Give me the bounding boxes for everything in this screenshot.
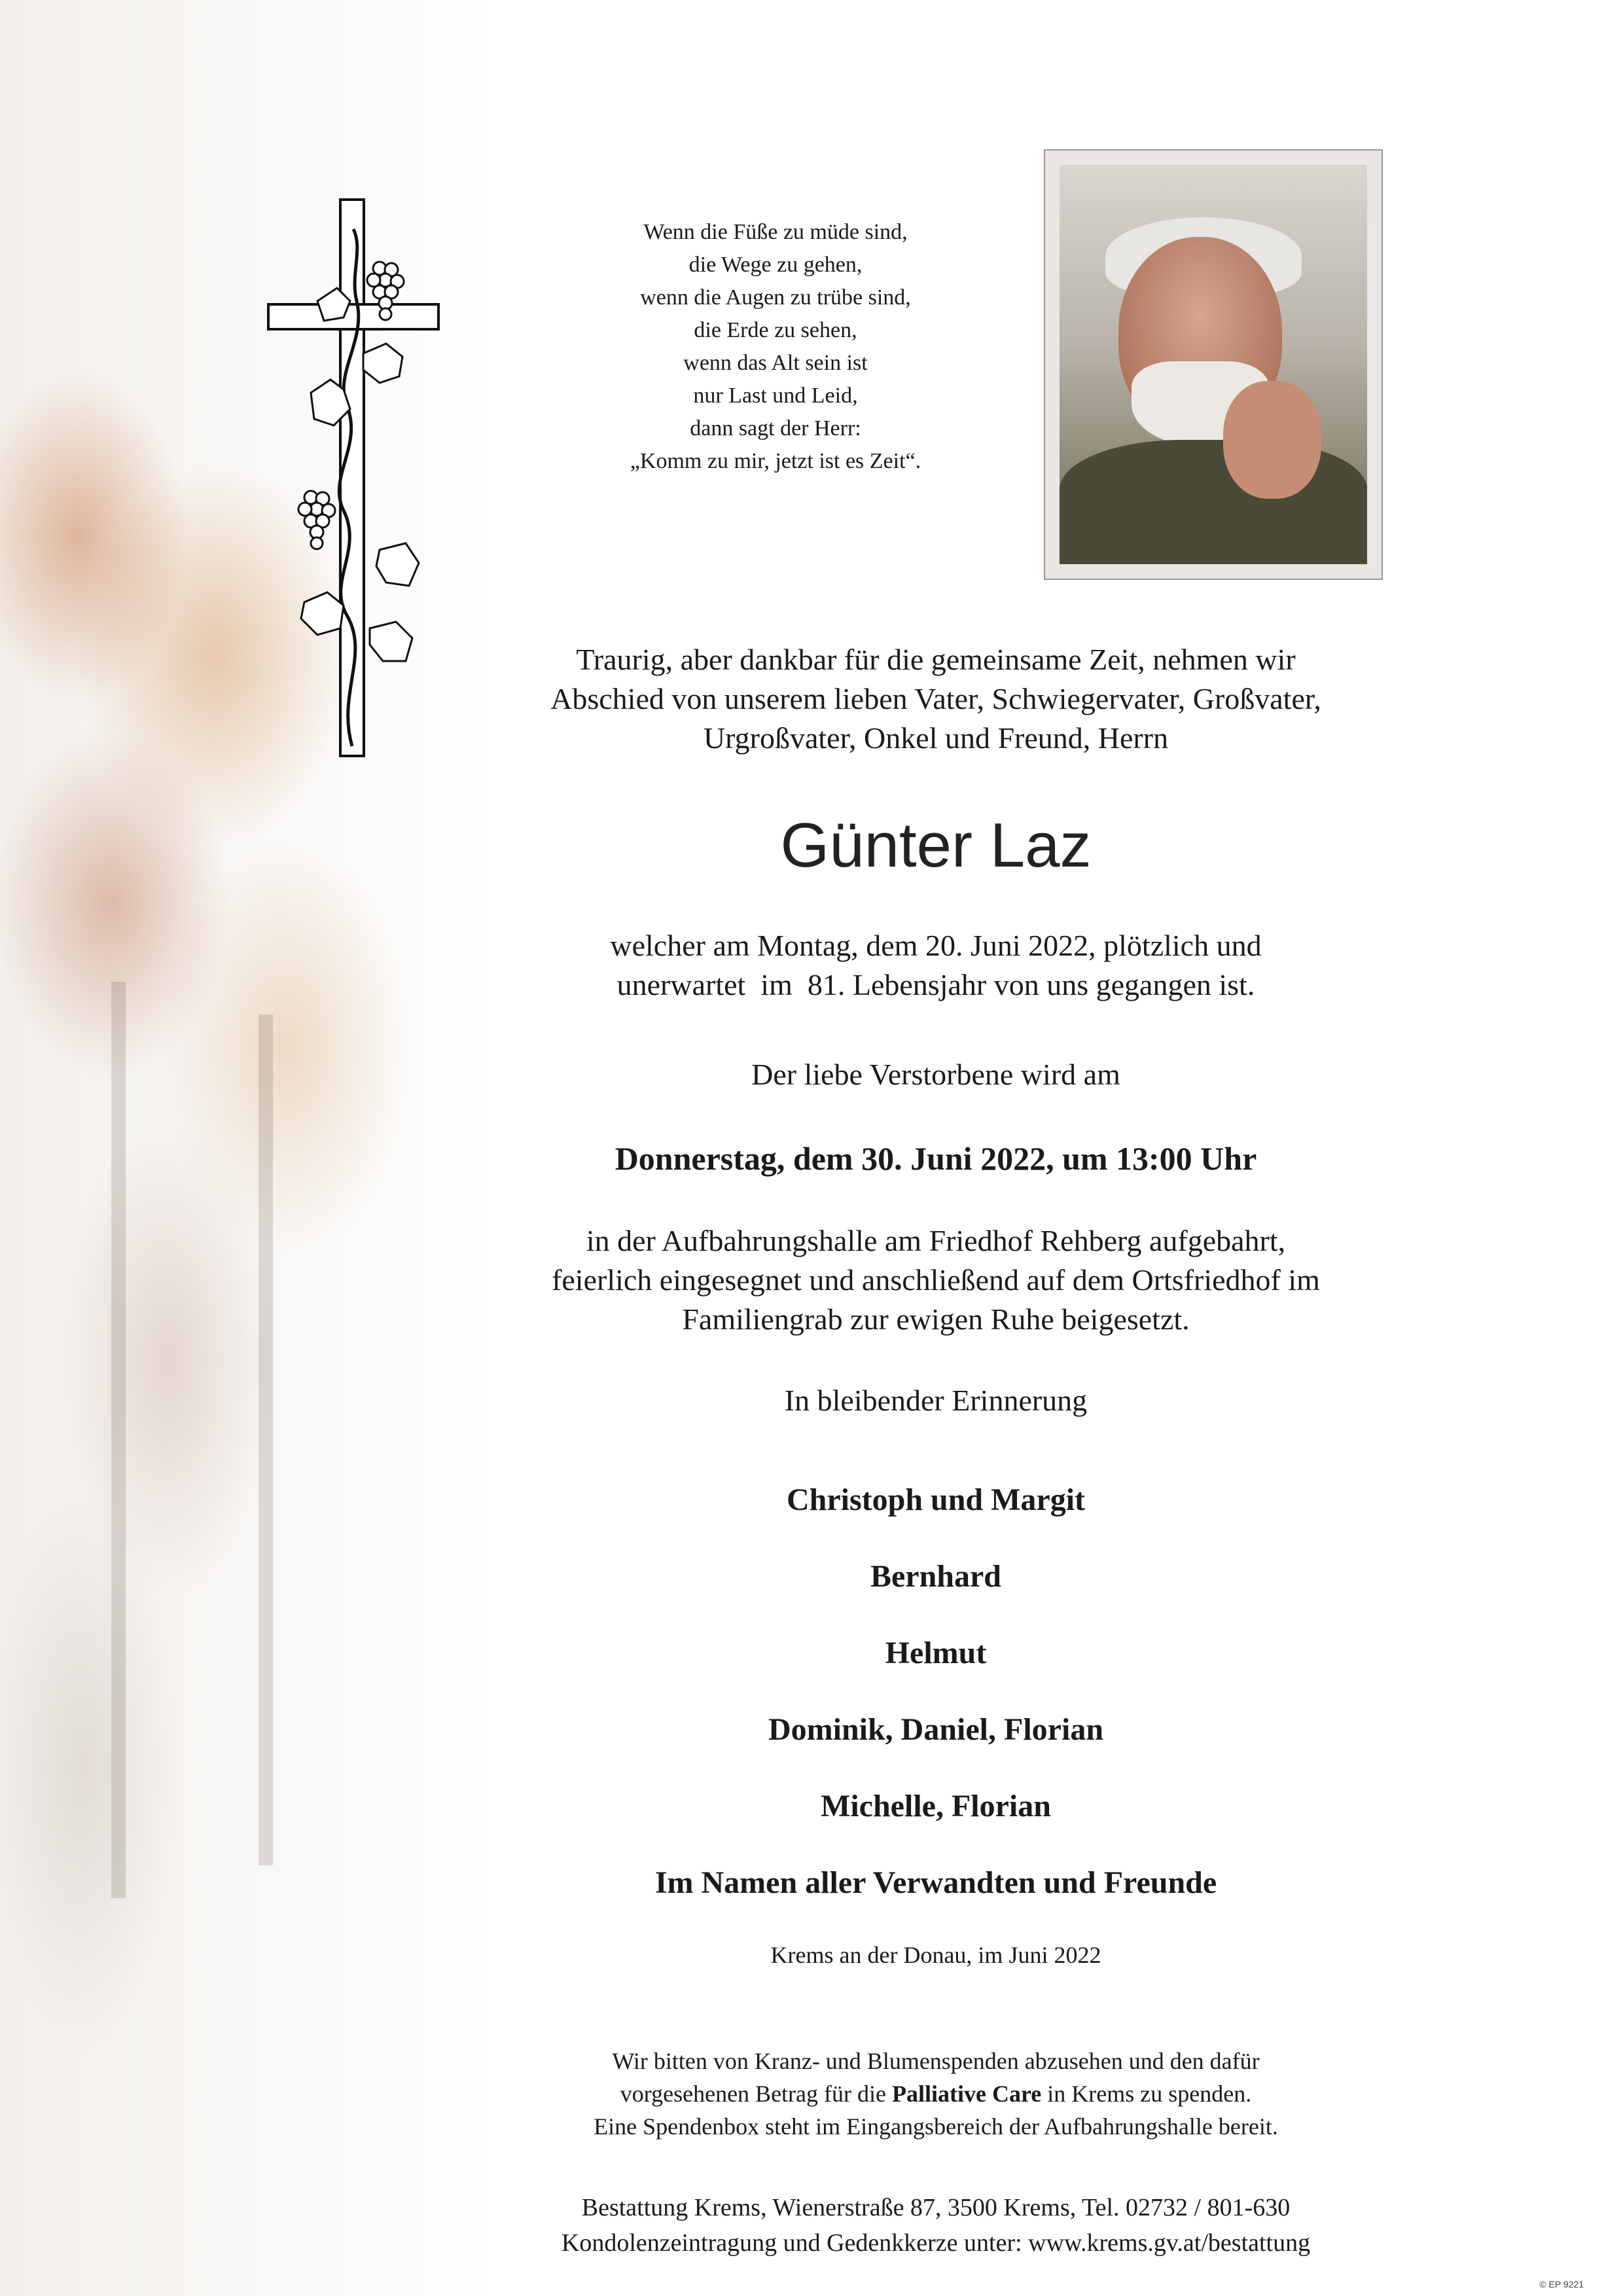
funeral-date: Donnerstag, dem 30. Juni 2022, um 13:00 Uhr [615, 1140, 1257, 1177]
donation-line: Eine Spendenbox steht im Eingangsbereich der Aufbahrungshalle bereit. [594, 2113, 1278, 2140]
ceremony-line: feierlich eingesegnet und anschließend auf dem Ortsfriedhof im [552, 1263, 1320, 1297]
family-member: Bernhard [870, 1559, 1001, 1594]
passing-line: unerwartet im 81. Lebensjahr von uns gegangen ist. [616, 968, 1255, 1001]
ceremony-line: in der Aufbahrungshalle am Friedhof Rehberg aufgebahrt, [586, 1224, 1286, 1257]
announcement-line: Der liebe Verstorbene wird am [751, 1058, 1120, 1091]
poem [527, 216, 1024, 478]
photo-shirt [1060, 440, 1367, 564]
cross-with-grapevine-icon [265, 196, 442, 759]
family-member: Michelle, Florian [821, 1789, 1051, 1823]
footer-website: Kondolenzeintragung und Gedenkkerze unter: www.krems.gv.at/bestattung [561, 2229, 1311, 2257]
palliative-care: Palliative Care [891, 2081, 1042, 2107]
passing-line: welcher am Montag, dem 20. Juni 2022, plötzlich und [610, 929, 1262, 962]
intro-line: Urgroßvater, Onkel und Freund, Herrn [703, 721, 1169, 755]
donation-note [458, 2045, 1414, 2143]
poem-line: wenn das Alt sein ist [683, 351, 868, 375]
intro-line: Traurig, aber dankbar für die gemeinsame Zeit, nehmen wir [576, 643, 1296, 676]
donation-text: in Krems zu spenden. [1041, 2081, 1252, 2107]
donation-line [458, 2077, 1414, 2110]
donation-text: vorgesehenen Betrag für die [620, 2081, 892, 2107]
intro-line: Abschied von unserem lieben Vater, Schwiegervater, Großvater, [550, 682, 1321, 715]
funeral-home-footer [458, 2190, 1414, 2261]
poem-line: die Erde zu sehen, [694, 318, 857, 342]
vine-stake [111, 982, 126, 1898]
family-member: Dominik, Daniel, Florian [768, 1712, 1104, 1747]
print-code: © EP 9221 [1539, 2279, 1584, 2289]
portrait-frame [1044, 149, 1383, 580]
poem-line: wenn die Augen zu trübe sind, [640, 285, 911, 310]
vine-stake [259, 1014, 273, 1865]
poem-line: die Wege zu gehen, [688, 253, 863, 277]
intro-text [458, 640, 1414, 758]
portrait-photo [1060, 165, 1367, 564]
family-member: Im Namen aller Verwandten und Freunde [654, 1865, 1217, 1900]
passing-text [458, 926, 1414, 1005]
poem-line: dann sagt der Herr: [690, 416, 861, 440]
footer-address: Bestattung Krems, Wienerstraße 87, 3500 Krems, Tel. 02732 / 801-630 [581, 2194, 1291, 2221]
poem-line: „Komm zu mir, jetzt ist es Zeit“. [630, 449, 921, 473]
ceremony-line: Familiengrab zur ewigen Ruhe beigesetzt. [682, 1302, 1190, 1336]
poem-line: nur Last und Leid, [693, 384, 858, 408]
donation-line: Wir bitten von Kranz- und Blumenspenden abzusehen und den dafür [612, 2048, 1260, 2074]
ceremony-text [458, 1221, 1414, 1339]
poem-line: Wenn die Füße zu müde sind, [643, 220, 908, 244]
place-date: Krems an der Donau, im Juni 2022 [770, 1942, 1101, 1968]
deceased-name: Günter Laz [780, 810, 1092, 880]
family-member: Christoph und Margit [786, 1482, 1086, 1517]
photo-hand [1223, 381, 1321, 499]
family-list [458, 1479, 1414, 1939]
family-member: Helmut [885, 1636, 987, 1670]
remembrance-line: In bleibender Erinnerung [784, 1384, 1088, 1417]
